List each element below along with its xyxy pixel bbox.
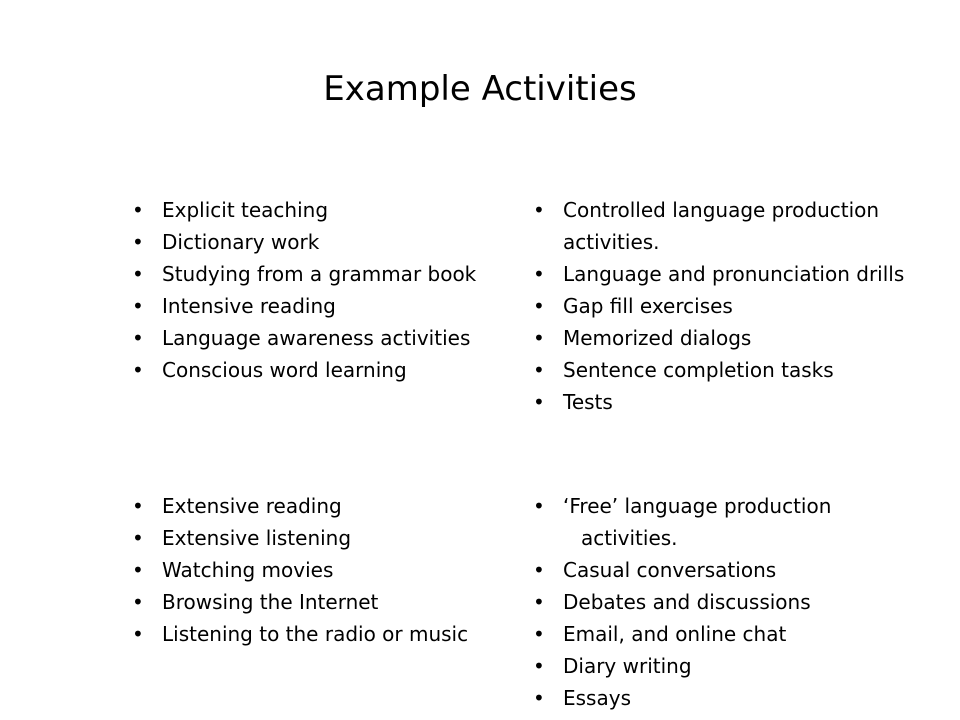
list-item: • Gap fill exercises [533, 290, 933, 322]
list-item: • Listening to the radio or music [132, 618, 532, 650]
list-item: • Sentence completion tasks [533, 354, 933, 386]
list-item: • Extensive reading [132, 490, 532, 522]
list-item: • Diary writing [533, 650, 933, 682]
list-item-continuation: activities. [581, 526, 678, 550]
top-right-bullet-list [533, 194, 933, 418]
list-item: • Memorized dialogs [533, 322, 933, 354]
list-item: • Watching movies [132, 554, 532, 586]
list-item: • Dictionary work [132, 226, 532, 258]
list-item: • Email, and online chat [533, 618, 933, 650]
list-item-line: ‘Free’ language production [563, 494, 832, 518]
list-item: • Extensive listening [132, 522, 532, 554]
list-item: • Essays [533, 682, 933, 714]
top-left-bullet-list [132, 194, 532, 386]
list-item: • Language and pronunciation drills [533, 258, 933, 290]
list-item [533, 490, 933, 554]
list-item: • Studying from a grammar book [132, 258, 532, 290]
list-item: • Conscious word learning [132, 354, 532, 386]
list-item: • Controlled language production activities. [533, 194, 933, 258]
bottom-right-bullet-list [533, 490, 933, 714]
list-item: • Browsing the Internet [132, 586, 532, 618]
bottom-left-bullet-list [132, 490, 532, 650]
slide-title: Example Activities [323, 69, 637, 109]
list-item: • Tests [533, 386, 933, 418]
list-item: • Casual conversations [533, 554, 933, 586]
list-item: • Intensive reading [132, 290, 532, 322]
list-item: • Debates and discussions [533, 586, 933, 618]
list-item: • Explicit teaching [132, 194, 532, 226]
list-item: • Language awareness activities [132, 322, 532, 354]
